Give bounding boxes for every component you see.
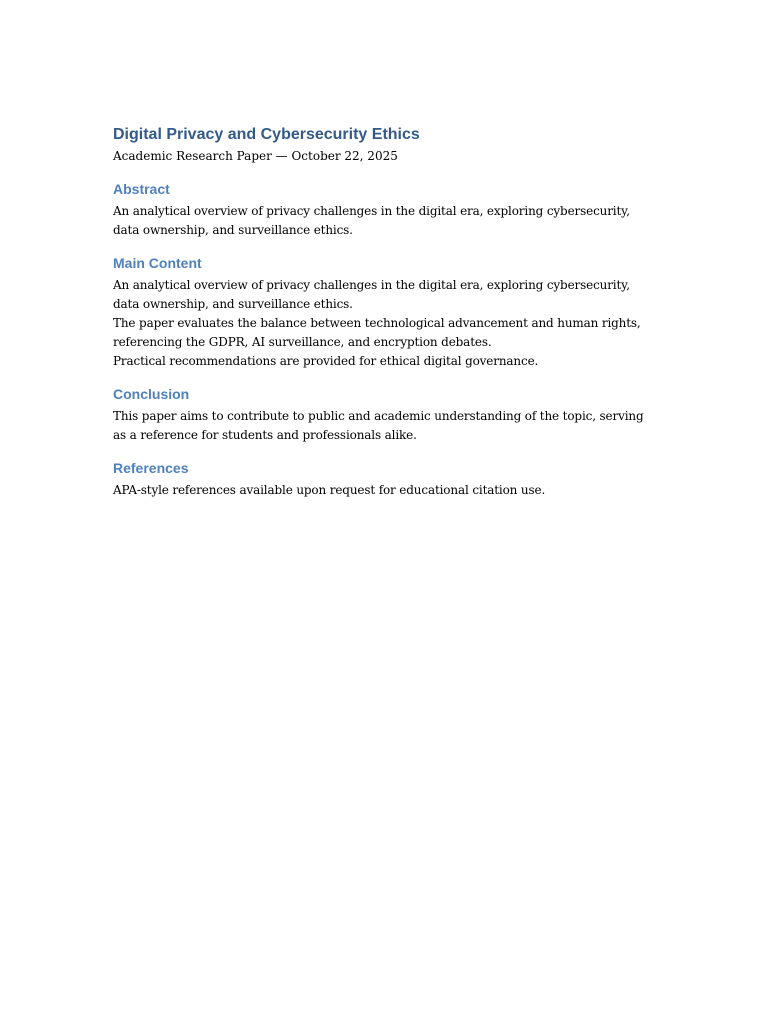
- section-conclusion: [113, 385, 658, 445]
- paragraph: APA-style references available upon request for educational citation use.: [113, 483, 546, 497]
- section-heading: References: [113, 460, 189, 476]
- paragraph: An analytical overview of privacy challenges in the digital era, exploring cybersecurity, data ownership, and surveillance ethics.: [113, 278, 630, 311]
- section-abstract: [113, 180, 658, 240]
- section-main-content: [113, 254, 658, 371]
- document-title: Digital Privacy and Cybersecurity Ethics: [113, 126, 420, 143]
- paragraph: This paper aims to contribute to public and academic understanding of the topic, serving as a reference for students and professionals alike.: [113, 409, 644, 442]
- section-heading: Conclusion: [113, 386, 190, 402]
- paragraph: The paper evaluates the balance between technological advancement and human rights, referencing the GDPR, AI surveillance, and encryption debates.: [113, 316, 641, 349]
- section-references: [113, 459, 658, 500]
- document-page: [113, 124, 658, 500]
- paragraph: An analytical overview of privacy challenges in the digital era, exploring cybersecurity, data ownership, and surveillance ethics.: [113, 204, 630, 237]
- section-heading: Abstract: [113, 181, 170, 197]
- section-heading: Main Content: [113, 255, 202, 271]
- paragraph: Practical recommendations are provided for ethical digital governance.: [113, 354, 539, 368]
- document-subtitle: Academic Research Paper — October 22, 2025: [113, 149, 398, 163]
